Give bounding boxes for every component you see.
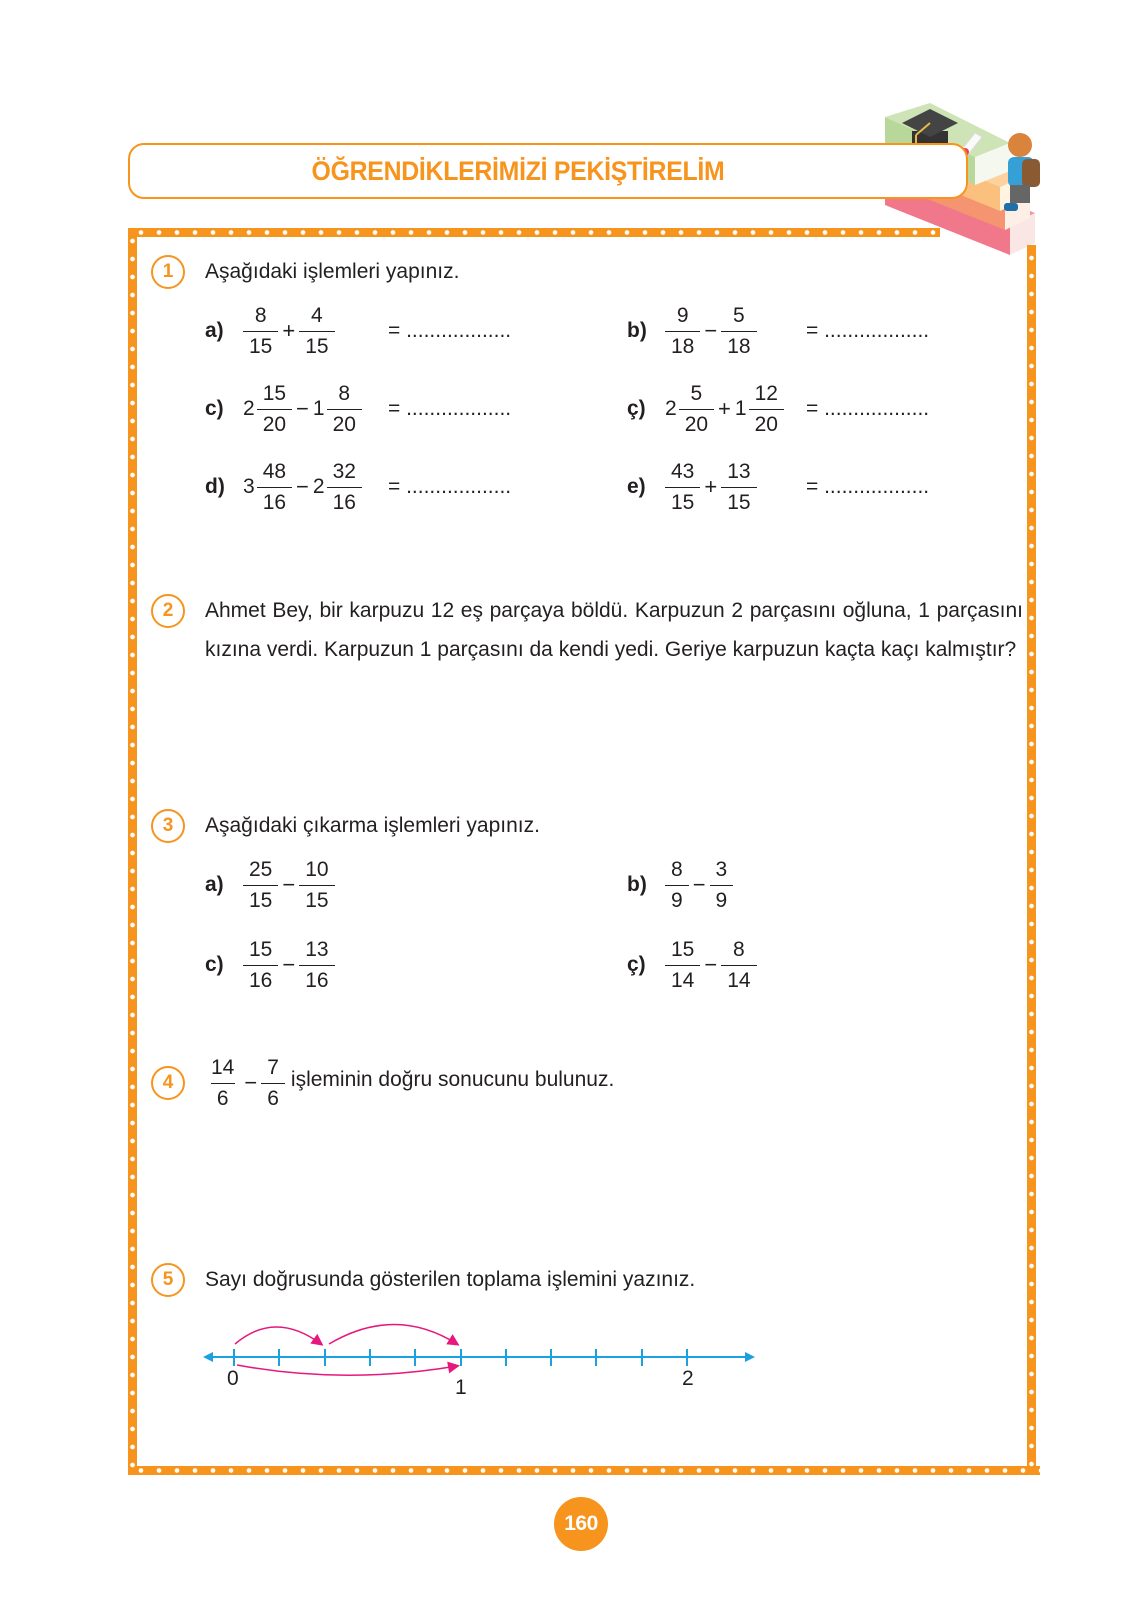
fraction: $\frac{9}{18}$ — [665, 304, 700, 359]
number-line-label-0: 0 — [227, 1367, 239, 1390]
fraction: $\frac{32}{16}$ — [327, 460, 362, 515]
fraction: $\frac{15}{20}$ — [257, 382, 292, 437]
q1-answer-b[interactable]: = .................. — [806, 319, 930, 342]
fraction: $\frac{14}{6}$ — [211, 1055, 235, 1110]
fraction: $\frac{13}{16}$ — [299, 938, 334, 993]
q3-item-c: c) $\frac{15}{16}$ − $\frac{13}{16}$ — [205, 935, 335, 995]
q1-answer-c-cedilla[interactable]: = .................. — [806, 397, 930, 420]
question-2-prompt: Ahmet Bey, bir karpuzu 12 eş parçaya böldü. Karpuzun 2 parçasını oğluna, 1 parçasını kızına verdi. Karpuzun 1 parçasını da kendi yedi. Geriye karpuzun kaçta kaçı kalmıştır? — [205, 599, 1023, 661]
frame-border-bottom — [128, 1466, 1040, 1475]
fraction: $\frac{48}{16}$ — [257, 460, 292, 515]
question-3-prompt: Aşağıdaki çıkarma işlemleri yapınız. — [205, 814, 540, 837]
question-4-prompt: işleminin doğru sonucunu bulunuz. — [290, 1068, 615, 1091]
q3-item-b: b) $\frac{8}{9}$ − $\frac{3}{9}$ — [627, 855, 733, 915]
number-line-label-1: 1 — [455, 1376, 467, 1399]
fraction: $\frac{4}{15}$ — [299, 304, 334, 359]
frame-border-top — [128, 228, 940, 237]
fraction: $\frac{13}{15}$ — [721, 460, 756, 515]
fraction: $\frac{8}{20}$ — [327, 382, 362, 437]
fraction: $\frac{15}{14}$ — [665, 938, 700, 993]
question-number-1: 1 — [151, 255, 185, 289]
q1-item-e: e) $\frac{43}{15}$ + $\frac{13}{15}$ — [627, 457, 757, 517]
question-number-5: 5 — [151, 1263, 185, 1297]
question-number-2: 2 — [151, 594, 185, 628]
q1-item-d: d) 3 $\frac{48}{16}$ − 2 $\frac{32}{16}$ — [205, 457, 362, 517]
fraction: $\frac{10}{15}$ — [299, 858, 334, 913]
fraction: $\frac{3}{9}$ — [710, 858, 734, 913]
fraction: $\frac{15}{16}$ — [243, 938, 278, 993]
question-4-expression: $\frac{14}{6}$ − $\frac{7}{6}$ işleminin doğru sonucunu bulunuz. — [205, 1053, 614, 1113]
page-number-badge: 160 — [554, 1497, 608, 1551]
fraction: $\frac{12}{20}$ — [749, 382, 784, 437]
fraction: $\frac{8}{15}$ — [243, 304, 278, 359]
fraction: $\frac{5}{20}$ — [679, 382, 714, 437]
frame-border-left — [128, 228, 137, 1475]
number-line-label-2: 2 — [682, 1367, 694, 1390]
fraction: $\frac{8}{9}$ — [665, 858, 689, 913]
fraction: $\frac{5}{18}$ — [721, 304, 756, 359]
question-5-prompt: Sayı doğrusunda gösterilen toplama işlemini yazınız. — [205, 1268, 696, 1291]
frame-border-right — [1027, 245, 1036, 1475]
section-title: ÖĞRENDİKLERİMİZİ PEKİŞTİRELİM — [311, 156, 725, 186]
q1-answer-e[interactable]: = .................. — [806, 475, 930, 498]
question-1-prompt: Aşağıdaki işlemleri yapınız. — [205, 260, 460, 283]
q3-item-c-cedilla: ç) $\frac{15}{14}$ − $\frac{8}{14}$ — [627, 935, 757, 995]
q1-item-a: a) $\frac{8}{15}$ + $\frac{4}{15}$ — [205, 301, 335, 361]
question-number-4: 4 — [151, 1066, 185, 1100]
q1-item-c-cedilla: ç) 2 $\frac{5}{20}$ + 1 $\frac{12}{20}$ — [627, 379, 784, 439]
q3-item-a: a) $\frac{25}{15}$ − $\frac{10}{15}$ — [205, 855, 335, 915]
fraction: $\frac{25}{15}$ — [243, 858, 278, 913]
q1-answer-d[interactable]: = .................. — [388, 475, 512, 498]
q1-item-c: c) 2 $\frac{15}{20}$ − 1 $\frac{8}{20}$ — [205, 379, 362, 439]
q1-answer-c[interactable]: = .................. — [388, 397, 512, 420]
fraction: $\frac{43}{15}$ — [665, 460, 700, 515]
q1-item-b: b) $\frac{9}{18}$ − $\frac{5}{18}$ — [627, 301, 757, 361]
q1-answer-a[interactable]: = .................. — [388, 319, 512, 342]
number-line — [195, 1300, 765, 1395]
fraction: $\frac{8}{14}$ — [721, 938, 756, 993]
fraction: $\frac{7}{6}$ — [261, 1056, 285, 1111]
question-number-3: 3 — [151, 809, 185, 843]
